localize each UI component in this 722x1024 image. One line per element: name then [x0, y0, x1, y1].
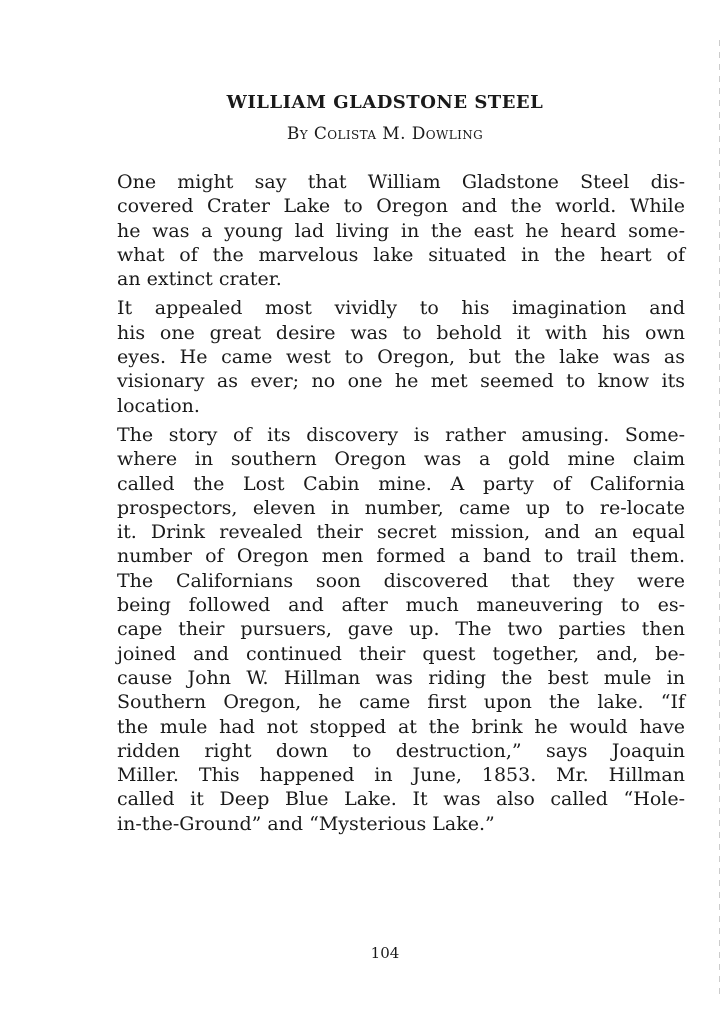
- text-line: in-the-Ground” and “Mysterious Lake.”: [117, 812, 495, 835]
- paragraph-2: [117, 296, 685, 417]
- text-line: visionary as ever; no one he met seemed to know its: [117, 370, 685, 393]
- page-number: 104: [370, 944, 400, 962]
- text-line: what of the marvelous lake situated in the heart of: [117, 243, 685, 266]
- text-line: One might say that William Gladstone Steel dis-: [117, 171, 685, 193]
- text-line: ridden right down to destruction,” says Joaquin: [117, 739, 685, 762]
- text-line: Miller. This happened in June, 1853. Mr. Hillman: [117, 764, 685, 787]
- text-line: It appealed most vividly to his imagination and: [117, 297, 685, 320]
- text-line: an extinct crater.: [117, 268, 282, 291]
- text-line: where in southern Oregon was a gold mine claim: [117, 448, 685, 471]
- text-line: cape their pursuers, gave up. The two parties then: [117, 618, 685, 641]
- text-line: it. Drink revealed their secret mission, and an equal: [117, 521, 685, 544]
- paragraph-1: [117, 170, 685, 291]
- text-line: his one great desire was to behold it with his own: [117, 321, 685, 344]
- text-line: prospectors, eleven in number, came up to re-locate: [117, 496, 685, 519]
- page-edge-shadow: [719, 40, 720, 1000]
- article-body: [117, 170, 685, 841]
- text-line: number of Oregon men formed a band to trail them.: [117, 545, 685, 568]
- text-line: covered Crater Lake to Oregon and the world. While: [117, 195, 685, 218]
- text-line: joined and continued their quest together, and, be-: [117, 642, 685, 665]
- text-line: The Californians soon discovered that they were: [117, 569, 685, 592]
- text-line: eyes. He came west to Oregon, but the lake was as: [117, 346, 685, 369]
- article-byline: By Colista M. Dowling: [286, 124, 484, 144]
- text-line: called the Lost Cabin mine. A party of California: [117, 472, 685, 495]
- article-title: WILLIAM GLADSTONE STEEL: [226, 92, 544, 113]
- text-line: the mule had not stopped at the brink he would have: [117, 715, 685, 738]
- text-line: location.: [117, 394, 200, 417]
- text-line: being followed and after much maneuvering to es-: [117, 594, 685, 617]
- text-line: called it Deep Blue Lake. It was also called “Hole-: [117, 788, 685, 811]
- text-line: he was a young lad living in the east he heard some-: [117, 219, 685, 242]
- text-line: Southern Oregon, he came first upon the lake. “If: [117, 691, 685, 714]
- text-line: cause John W. Hillman was riding the best mule in: [117, 666, 685, 689]
- text-line: The story of its discovery is rather amusing. Some-: [117, 423, 685, 446]
- paragraph-3: [117, 423, 685, 836]
